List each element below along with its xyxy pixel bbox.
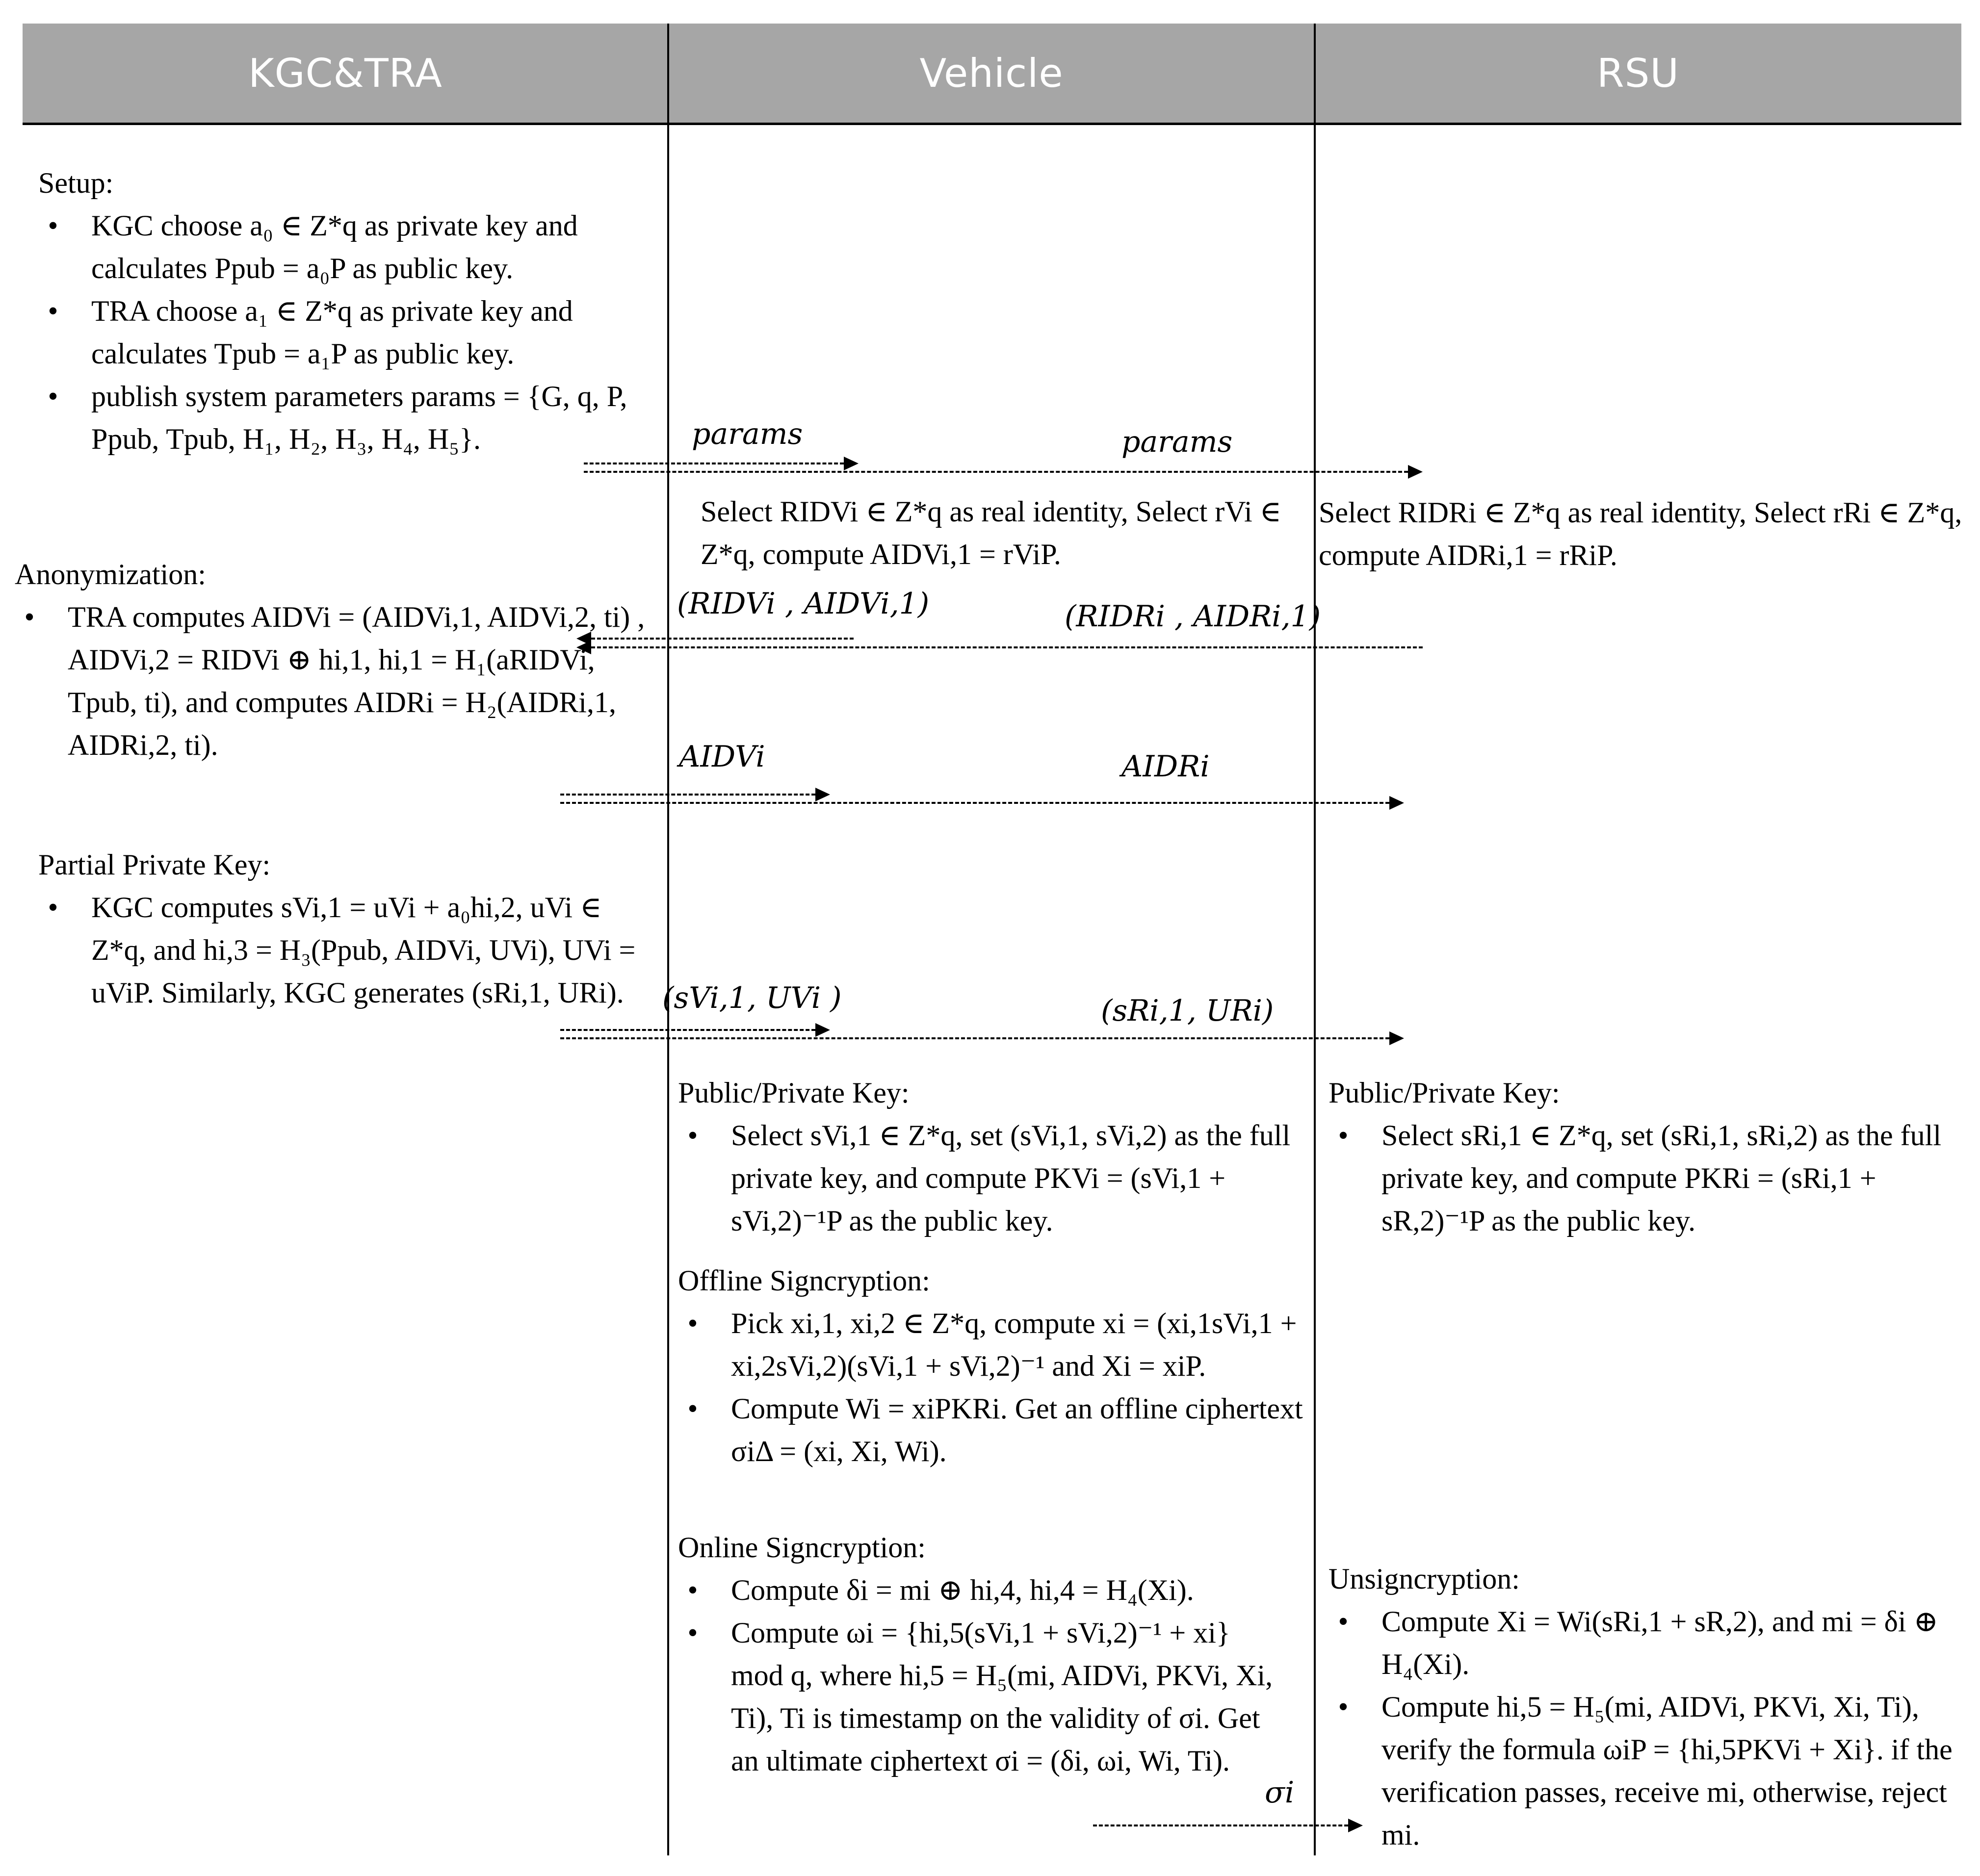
vehicle-identity-text: Select RIDVi ∈ Z*q as real identity, Select rVi ∈ Z*q, compute AIDVi,1 = rViP.: [701, 495, 1289, 570]
vehicle-identity: [701, 490, 1304, 576]
unsigncryption-title: Unsigncryption:: [1329, 1563, 1520, 1595]
bullet-icon: •: [687, 1119, 698, 1152]
bullet-icon: •: [48, 891, 58, 924]
bullet-icon: •: [687, 1574, 698, 1606]
setup-section: [38, 162, 642, 461]
setup-item-text: KGC choose a₀ ∈ Z*q as private key and calculates Ppub = a₀P as public key.: [91, 209, 585, 284]
rsu-identity: [1319, 491, 1970, 577]
message-label-aid-vehicle: AIDVi: [679, 740, 765, 774]
vehicle-public-private-key-section: [678, 1072, 1306, 1242]
arrow-partial-key-to-rsu: [560, 1037, 1389, 1039]
vehicle-key-item-text: Select sVi,1 ∈ Z*q, set (sVi,1, sVi,2) as the full private key, and compute PKVi = (sVi,1 + sVi,2)⁻¹P as the public key.: [731, 1119, 1298, 1237]
unsigncryption-item: [1329, 1686, 1966, 1856]
bullet-icon: •: [48, 295, 58, 327]
bullet-icon: •: [1338, 1605, 1349, 1638]
lane-divider-kgc-vehicle: [667, 24, 669, 1855]
message-label-aid-rsu: AIDRi: [1121, 749, 1210, 784]
offline-signcryption-item: [678, 1302, 1306, 1388]
unsigncryption-item: [1329, 1600, 1966, 1686]
bullet-icon: •: [1338, 1119, 1349, 1152]
setup-item-text: TRA choose a₁ ∈ Z*q as private key and calculates Tpub = a₁P as public key.: [91, 295, 580, 370]
online-signcryption-item: [678, 1612, 1281, 1782]
bullet-icon: •: [687, 1307, 698, 1339]
rsu-identity-text: Select RIDRi ∈ Z*q as real identity, Select rRi ∈ Z*q, compute AIDRi,1 = rRiP.: [1319, 496, 1970, 571]
rsu-public-private-key-section: [1329, 1072, 1966, 1242]
rsu-public-private-key-title: Public/Private Key:: [1329, 1077, 1560, 1109]
arrow-rid-from-vehicle: [591, 638, 854, 640]
partial-private-key-section: [38, 844, 642, 1014]
arrow-aid-to-rsu: [560, 802, 1389, 804]
partial-private-key-title: Partial Private Key:: [38, 848, 271, 881]
arrow-params-to-vehicle: [584, 463, 844, 464]
anonymization-title: Anonymization:: [15, 558, 206, 591]
online-signcryption-item-text: Compute δi = mi ⊕ hi,4, hi,4 = H₄(Xi).: [731, 1574, 1194, 1606]
anonymization-item-text: TRA computes AIDVi = (AIDVi,1, AIDVi,2, ti) , AIDVi,2 = RIDVi ⊕ hi,1, hi,1 = H₁(aRIDVi, Tpub, ti), and computes AIDRi = H₂(AIDRi,1, AIDRi,2, ti).: [68, 601, 651, 761]
partial-private-key-item-text: KGC computes sVi,1 = uVi + a₀hi,2, uVi ∈ Z*q, and hi,3 = H₃(Ppub, AIDVi, UVi), UVi = uViP. Similarly, KGC generates (sRi,1, URi).: [91, 891, 643, 1009]
offline-signcryption-item-text: Pick xi,1, xi,2 ∈ Z*q, compute xi = (xi,1sVi,1 + xi,2sVi,2)(sVi,1 + sVi,2)⁻¹ and Xi = xiP.: [731, 1307, 1304, 1382]
lane-title-kgc-tra: KGC&TRA: [248, 50, 443, 96]
unsigncryption-item-text: Compute hi,5 = H₅(mi, AIDVi, PKVi, Xi, Ti), verify the formula ωiP = {hi,5PKVi + Xi}. if the verification passes, receive mi, otherwise, reject mi.: [1381, 1691, 1960, 1851]
offline-signcryption-title: Offline Signcryption:: [678, 1264, 930, 1297]
partial-private-key-item: [38, 886, 642, 1014]
lane-title-vehicle: Vehicle: [919, 50, 1064, 96]
bullet-icon: •: [48, 380, 58, 412]
anonymization-item: [15, 596, 651, 767]
online-signcryption-section: [678, 1526, 1281, 1782]
message-label-params-rsu: params: [1121, 425, 1233, 459]
message-label-partial-key-vehicle: (sVi,1, UVi ): [662, 981, 842, 1015]
online-signcryption-title: Online Signcryption:: [678, 1531, 926, 1564]
rsu-key-item-text: Select sRi,1 ∈ Z*q, set (sRi,1, sRi,2) as the full private key, and compute PKRi = (sRi,1 + sR,2)⁻¹P as the public key.: [1381, 1119, 1949, 1237]
rsu-key-item: [1329, 1114, 1966, 1242]
setup-item: [38, 375, 642, 461]
bullet-icon: •: [687, 1617, 698, 1649]
setup-item-text: publish system parameters params = {G, q, P, Ppub, Tpub, H₁, H₂, H₃, H₄, H₅}.: [91, 380, 635, 455]
lane-header: [23, 24, 1961, 125]
arrow-rid-from-rsu: [591, 646, 1423, 648]
arrow-ciphertext-to-rsu: [1093, 1825, 1348, 1826]
arrow-aid-to-vehicle: [560, 794, 815, 796]
message-label-params-vehicle: params: [692, 417, 803, 451]
message-label-rid-vehicle: (RIDVi , AIDVi,1): [677, 587, 930, 621]
setup-item: [38, 290, 642, 375]
bullet-icon: •: [48, 209, 58, 242]
online-signcryption-item-text: Compute ωi = {hi,5(sVi,1 + sVi,2)⁻¹ + xi} mod q, where hi,5 = H₅(mi, AIDVi, PKVi, Xi, Ti), Ti is timestamp on the validity of σi. Get an ultimate ciphertext σi = (δi, ωi, Wi, Ti).: [731, 1617, 1280, 1777]
offline-signcryption-section: [678, 1259, 1310, 1473]
message-label-partial-key-rsu: (sRi,1, URi): [1101, 994, 1274, 1028]
anonymization-section: [15, 553, 651, 767]
arrow-params-to-rsu: [584, 471, 1408, 473]
lane-divider-vehicle-rsu: [1314, 24, 1316, 1855]
offline-signcryption-item: [678, 1388, 1310, 1473]
setup-item: [38, 205, 642, 290]
lane-title-rsu: RSU: [1597, 50, 1679, 96]
bullet-icon: •: [1338, 1691, 1349, 1723]
bullet-icon: •: [24, 601, 35, 633]
vehicle-public-private-key-title: Public/Private Key:: [678, 1077, 910, 1109]
online-signcryption-item: [678, 1569, 1281, 1612]
arrow-partial-key-to-vehicle: [560, 1029, 815, 1031]
unsigncryption-item-text: Compute Xi = Wi(sRi,1 + sR,2), and mi = δi ⊕ H₄(Xi).: [1381, 1605, 1946, 1680]
offline-signcryption-item-text: Compute Wi = xiPKRi. Get an offline ciphertext σiΔ = (xi, Xi, Wi).: [731, 1392, 1310, 1467]
message-label-rid-rsu: (RIDRi , AIDRi,1): [1065, 599, 1321, 634]
setup-title: Setup:: [38, 167, 114, 199]
vehicle-key-item: [678, 1114, 1306, 1242]
message-label-ciphertext: σi: [1265, 1775, 1295, 1810]
unsigncryption-section: [1329, 1558, 1966, 1856]
bullet-icon: •: [687, 1392, 698, 1425]
